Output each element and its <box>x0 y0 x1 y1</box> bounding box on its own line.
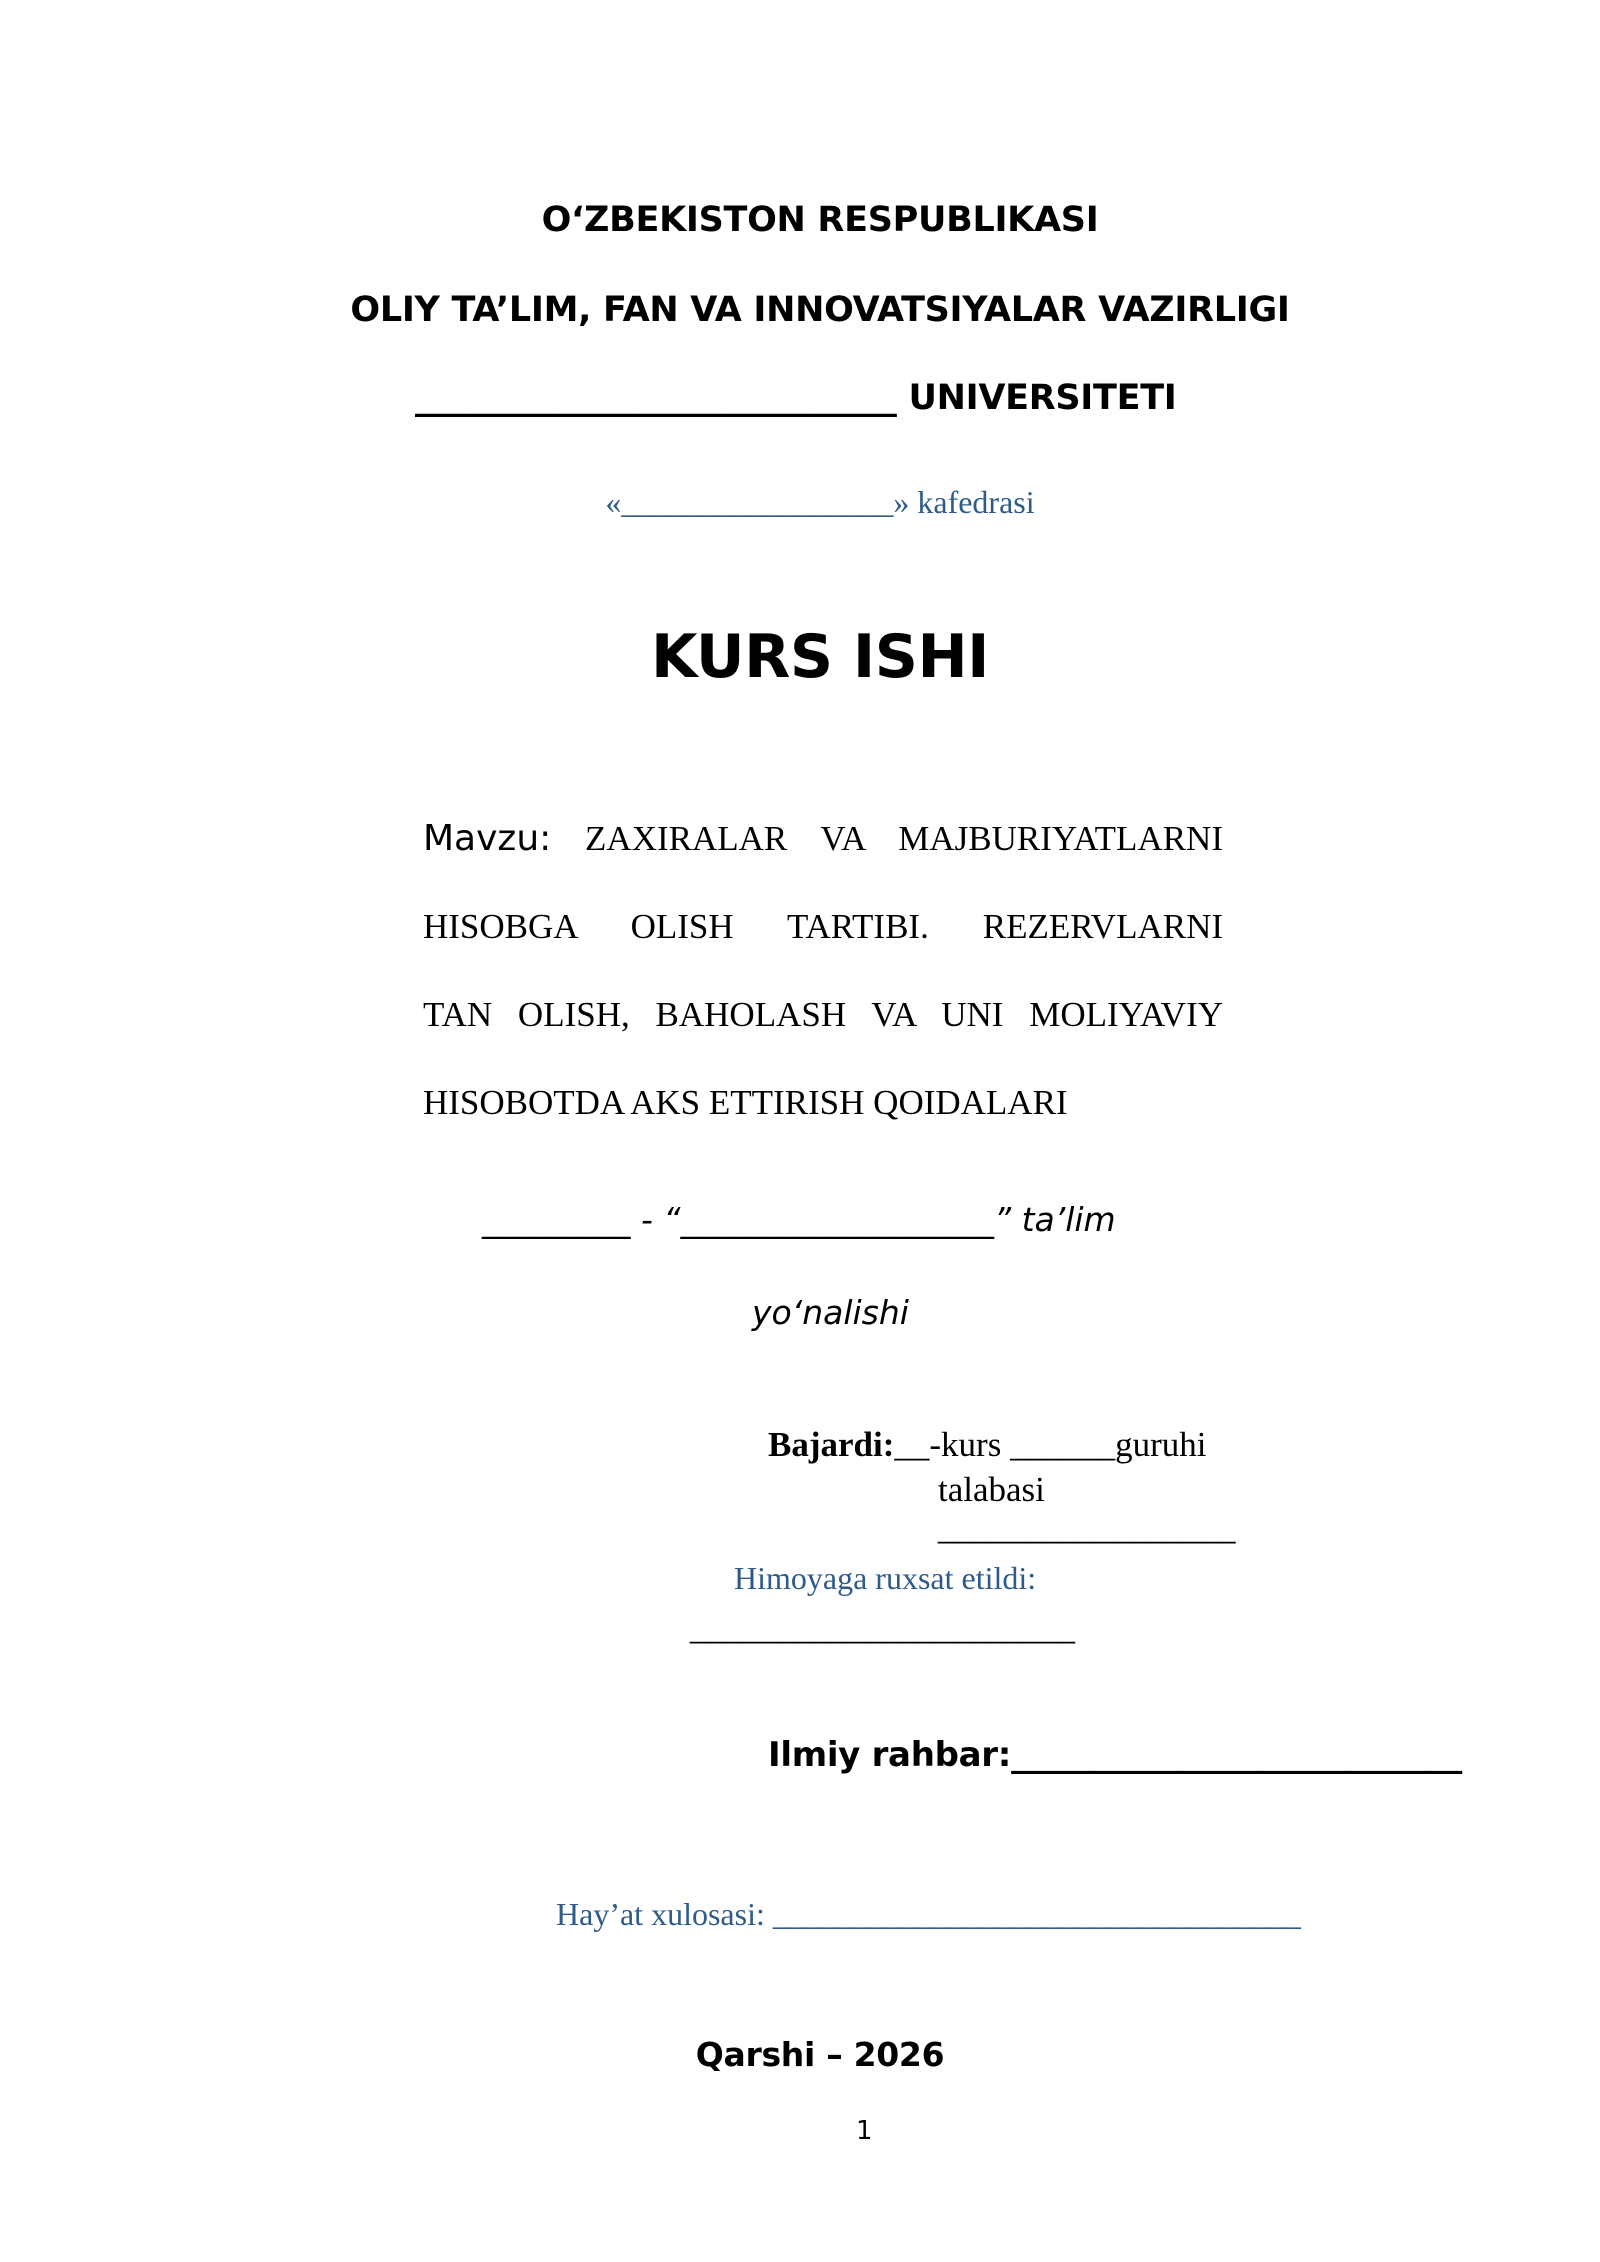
topic-label: Mavzu: <box>423 818 552 859</box>
supervisor-label: Ilmiy rahbar: <box>768 1735 1012 1775</box>
commission-blank: _________________________________ <box>772 1896 1301 1932</box>
university-heading <box>415 378 1177 418</box>
topic-line-4: HISOBOTDA AKS ETTIRISH QOIDALARI <box>423 1083 1068 1122</box>
student-name-blank: _________________ <box>938 1508 1236 1547</box>
topic-text-1: ZAXIRALAR VA MAJBURIYATLARNI <box>585 819 1223 858</box>
commission-line <box>556 1896 1301 1933</box>
student-line-2: talabasi <box>938 1470 1045 1509</box>
topic-line-1 <box>423 795 1223 883</box>
department-line: «_________________» kafedrasi <box>605 484 1035 520</box>
page-number: 1 <box>856 2116 873 2146</box>
student-course-group: __-kurs ______guruhi <box>894 1425 1207 1464</box>
supervisor-line <box>768 1735 1462 1775</box>
commission-label: Hay’at xulosasi: <box>556 1896 765 1932</box>
defense-blank: ______________________ <box>690 1608 1075 1647</box>
supervisor-blank: ___________________________ <box>1011 1735 1462 1775</box>
student-line-1 <box>768 1425 1206 1465</box>
direction-line-2: yo‘nalishi <box>752 1293 909 1332</box>
university-label: UNIVERSITETI <box>908 378 1177 418</box>
defense-label: Himoyaga ruxsat etildi: <box>734 1560 1037 1596</box>
document-title: KURS ISHI <box>650 622 990 692</box>
student-label: Bajardi: <box>768 1425 895 1464</box>
university-blank: ____________________________ <box>415 378 897 418</box>
topic-line-3: TAN OLISH, BAHOLASH VA UNI MOLIYAVIY <box>423 995 1223 1034</box>
ministry-heading: OLIY TA’LIM, FAN VA INNOVATSIYALAR VAZIRLIGI <box>350 290 1290 330</box>
republic-heading: O‘ZBEKISTON RESPUBLIKASI <box>541 200 1099 240</box>
topic-line-2: HISOBGA OLISH TARTIBI. REZERVLARNI <box>423 907 1223 946</box>
city-year: Qarshi – 2026 <box>695 2035 945 2074</box>
direction-line-1: _________ - “___________________” ta’lim <box>482 1200 1116 1239</box>
